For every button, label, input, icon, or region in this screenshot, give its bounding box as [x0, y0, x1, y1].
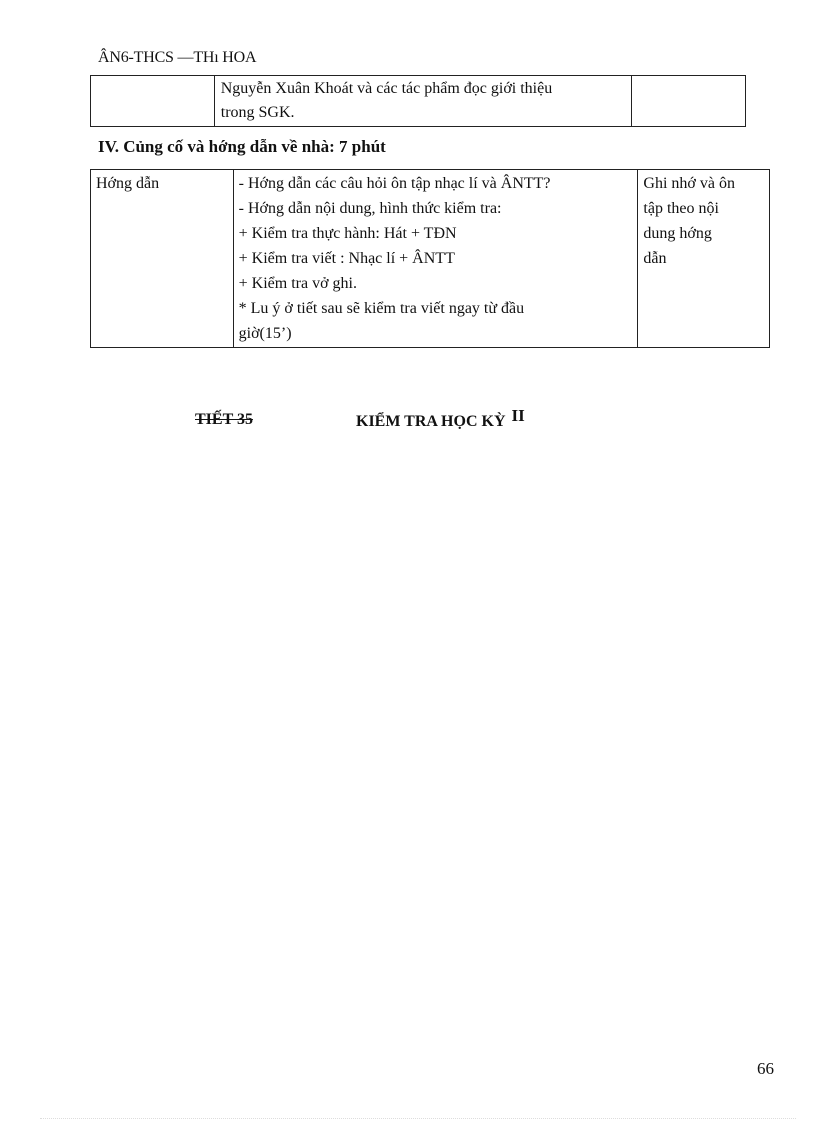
bottom-divider — [40, 1118, 796, 1119]
student-line: dung hớng — [643, 225, 712, 242]
content-line: trong SGK. — [220, 104, 295, 121]
table-row — [91, 76, 746, 127]
content-line: - Hớng dẫn các câu hỏi ôn tập nhạc lí và ÂNTT? — [238, 175, 551, 192]
student-line: dẫn — [643, 250, 667, 267]
content-line: + Kiểm tra thực hành: Hát + TĐN — [238, 225, 457, 242]
table-row — [91, 170, 770, 348]
lesson-title-text: KIỂM TRA HỌC KỲ — [356, 413, 506, 430]
content-line: giờ(15’) — [238, 325, 292, 342]
page-header: ÂN6-THCS —THı HOA — [98, 49, 257, 66]
table-cell-student — [638, 170, 770, 348]
content-line: Nguyễn Xuân Khoát và các tác phẩm đọc giới thiệu — [220, 80, 553, 97]
table-cell-content — [233, 170, 638, 348]
lesson-title — [356, 406, 525, 431]
table-cell-student — [632, 76, 746, 127]
guidance-table — [90, 169, 770, 348]
content-line: * Lu ý ở tiết sau sẽ kiểm tra viết ngay từ đầu — [238, 300, 525, 317]
student-line: tập theo nội — [643, 200, 719, 217]
table-cell-activity: Hớng dẫn — [91, 170, 234, 348]
content-line: - Hớng dẫn nội dung, hình thức kiểm tra: — [238, 200, 502, 217]
section-heading: IV. Củng cố và hớng dẫn về nhà: 7 phút — [98, 137, 386, 156]
lesson-label: TIẾT 35 — [195, 411, 253, 428]
student-line: Ghi nhớ và ôn — [643, 175, 735, 192]
table-cell-content — [214, 76, 632, 127]
content-line: + Kiểm tra vở ghi. — [238, 275, 357, 292]
content-table-continued — [90, 75, 746, 127]
lesson-title-roman: II — [511, 406, 525, 425]
content-line: + Kiểm tra viết : Nhạc lí + ÂNTT — [238, 250, 455, 267]
table-cell-activity — [91, 76, 215, 127]
page-number: 66 — [757, 1059, 774, 1078]
